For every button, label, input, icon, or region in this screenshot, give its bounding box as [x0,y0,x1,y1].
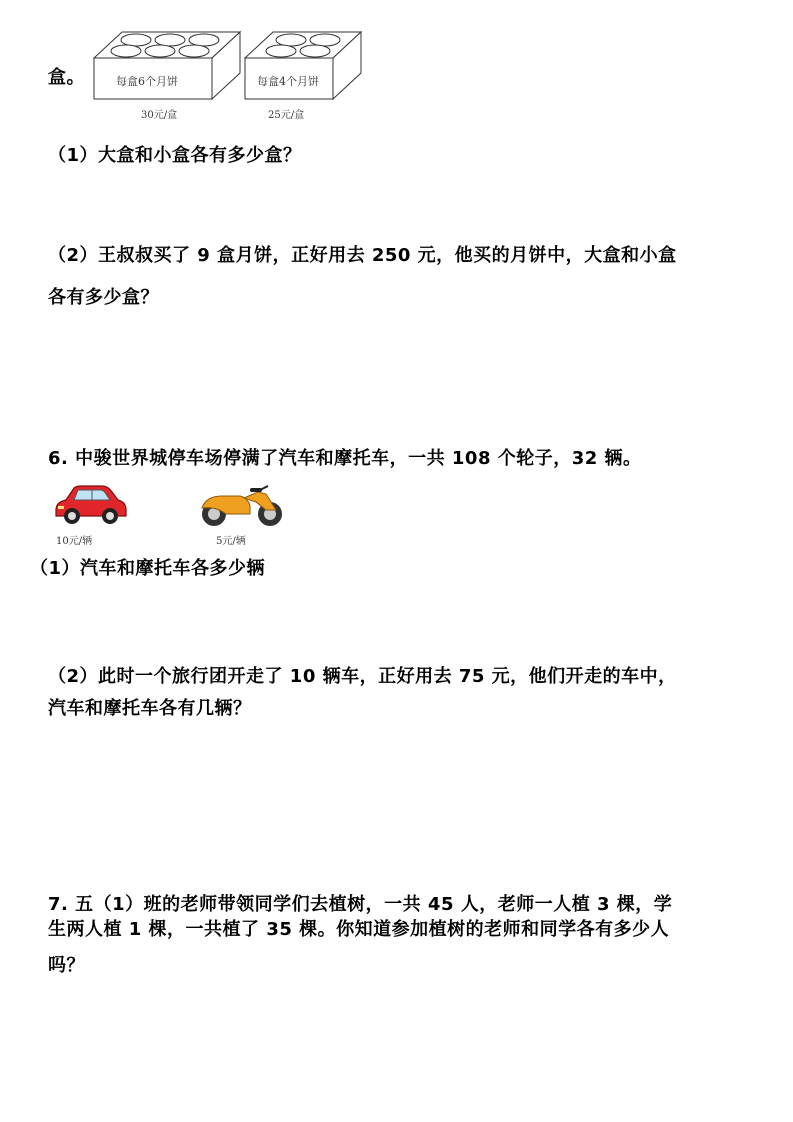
small-box-label: 每盒4个月饼 [257,75,319,88]
motorcycle-icon [196,484,288,530]
mooncake-box-small-illustration [243,30,363,102]
q5-part1-text: （1）大盒和小盒各有多少盒？ [48,145,302,166]
q6-part2-line2: 汽车和摩托车各有几辆？ [48,698,252,719]
car-icon [52,484,128,526]
q6-part1-text: （1）汽车和摩托车各多少辆 [30,558,266,579]
q5-part2-line2: 各有多少盒？ [48,287,159,308]
top-prefix-text: 盒。 [48,67,85,88]
q5-part2-line1: （2）王叔叔买了 9 盒月饼，正好用去 250 元，他买的月饼中，大盒和小盒 [48,245,677,266]
car-price: 10元/辆 [56,536,93,547]
mooncake-box-large-illustration [92,30,242,102]
q7-line2: 生两人植 1 棵，一共植了 35 棵。你知道参加植树的老师和同学各有多少人 [48,919,670,940]
q6-title-text: 6. 中骏世界城停车场停满了汽车和摩托车，一共 108 个轮子，32 辆。 [48,448,642,469]
large-box-label: 每盒6个月饼 [116,75,178,88]
q7-line1: 7. 五（1）班的老师带领同学们去植树，一共 45 人，老师一人植 3 棵，学 [48,894,673,915]
large-box-price: 30元/盒 [141,110,178,121]
small-box-price: 25元/盒 [268,110,305,121]
q6-part2-line1: （2）此时一个旅行团开走了 10 辆车，正好用去 75 元，他们开走的车中， [48,666,677,687]
moto-price: 5元/辆 [216,536,246,547]
q7-line3: 吗？ [48,955,85,976]
